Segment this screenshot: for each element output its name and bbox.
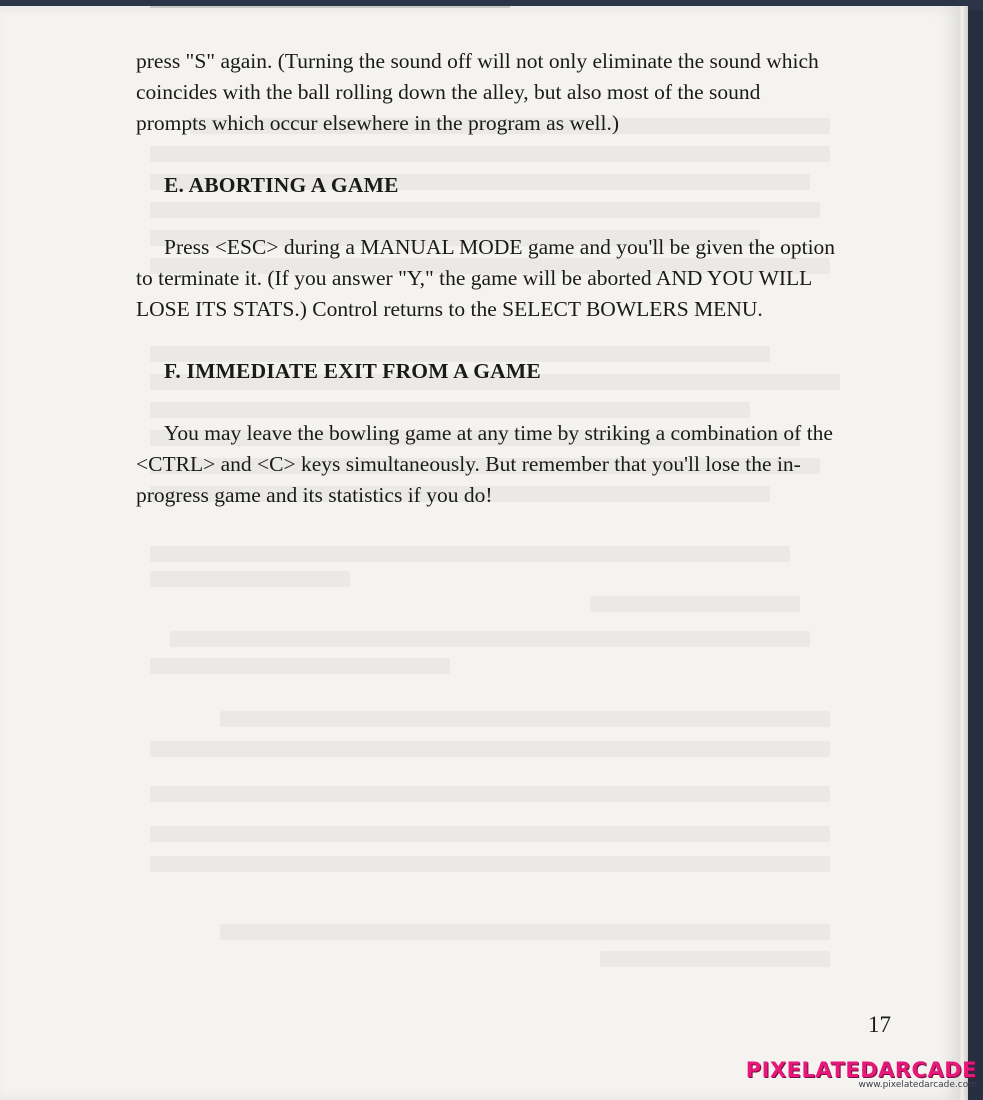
- top-rule: [150, 6, 510, 8]
- binding-shadow: [968, 10, 983, 1100]
- watermark-url: www.pixelatedarcade.com: [858, 1080, 977, 1090]
- section-f-paragraph: You may leave the bowling game at any time by striking a combination of the <CTRL> and <C> keys simultaneously. But remember that you'll lose the in-progress game and its statistics if you do!: [136, 421, 833, 507]
- page-edge: [958, 6, 968, 1100]
- section-e-paragraph: Press <ESC> during a MANUAL MODE game and you'll be given the option to terminate it. (If you answer "Y," the game will be aborted AND YOU WILL LOSE ITS STATS.) Control returns to the SELECT BOWLERS MENU.: [136, 235, 836, 321]
- watermark: [746, 1058, 977, 1090]
- watermark-logo: PIXELATEDARCADE: [745, 1058, 977, 1082]
- page-number: 17: [868, 1012, 891, 1037]
- section-f-heading: F. IMMEDIATE EXIT FROM A GAME: [164, 359, 541, 383]
- section-e-heading: E. ABORTING A GAME: [164, 173, 399, 197]
- page-text: [136, 46, 836, 511]
- continuation-paragraph: press "S" again. (Turning the sound off will not only eliminate the sound which coincides with the ball rolling down the alley, but also most of the sound prompts which occur elsewhere in the program as well.): [136, 49, 819, 135]
- manual-page: [0, 6, 958, 1100]
